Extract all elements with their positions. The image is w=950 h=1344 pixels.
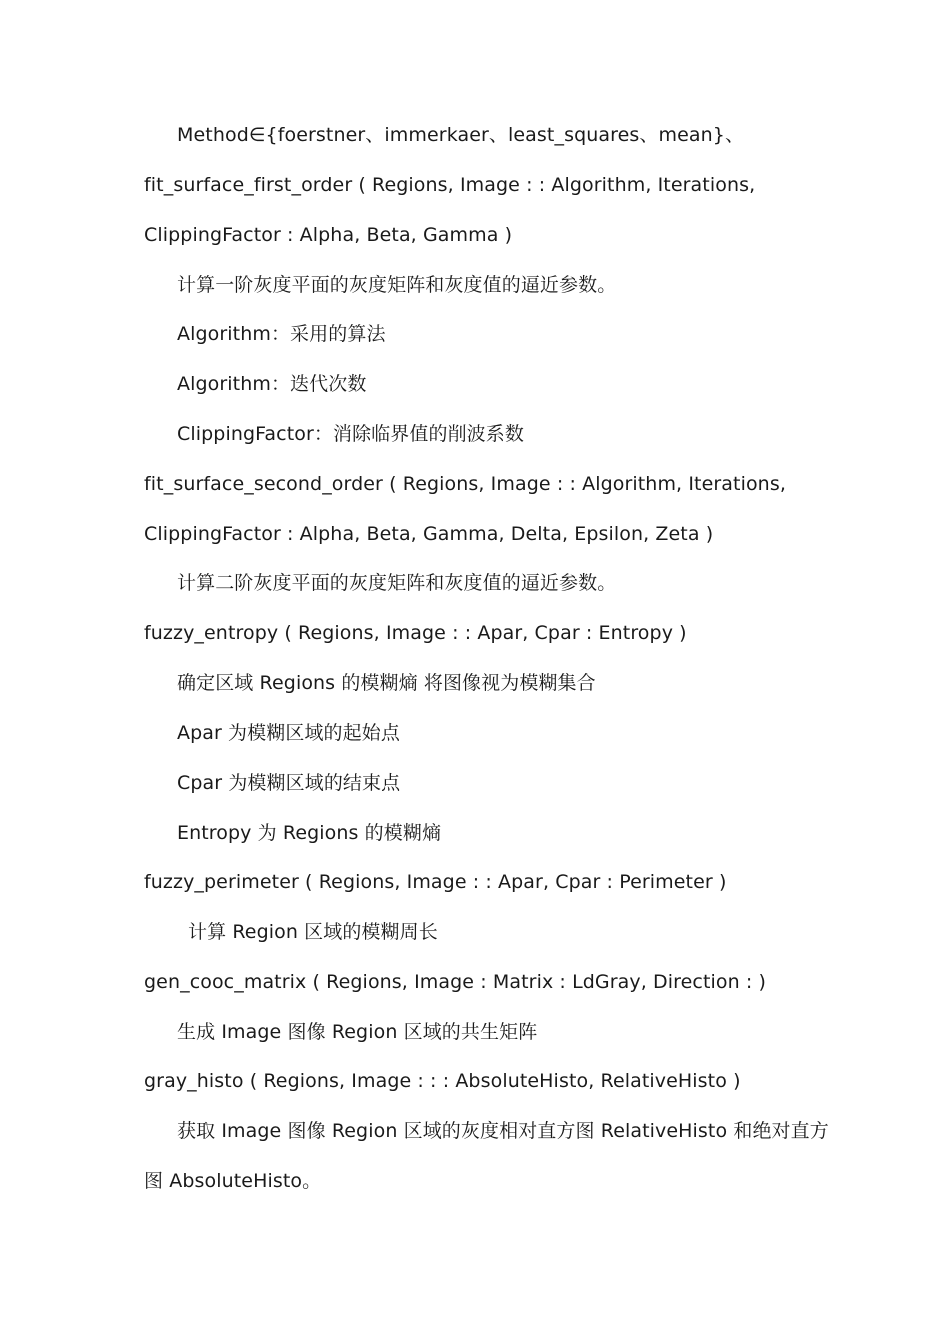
text-line: fit_surface_first_order ( Regions, Image : : Algorithm, Iterations,	[144, 174, 756, 196]
text-line: fuzzy_perimeter ( Regions, Image : : Apar, Cpar : Perimeter )	[144, 871, 727, 893]
text-line: 计算一阶灰度平面的灰度矩阵和灰度值的逼近参数。	[177, 274, 617, 296]
text-line: fit_surface_second_order ( Regions, Image : : Algorithm, Iterations,	[144, 473, 786, 495]
text-line: Algorithm：迭代次数	[177, 373, 367, 395]
text-line: 图 AbsoluteHisto。	[144, 1170, 322, 1192]
text-line: 计算二阶灰度平面的灰度矩阵和灰度值的逼近参数。	[177, 572, 617, 594]
text-line: fuzzy_entropy ( Regions, Image : : Apar, Cpar : Entropy )	[144, 622, 687, 644]
text-line: Algorithm：采用的算法	[177, 323, 386, 345]
text-line: ClippingFactor : Alpha, Beta, Gamma )	[144, 224, 513, 246]
text-line: Entropy 为 Regions 的模糊熵	[177, 822, 442, 844]
text-line: 计算 Region 区域的模糊周长	[188, 921, 438, 943]
text-line: gray_histo ( Regions, Image : : : AbsoluteHisto, RelativeHisto )	[144, 1070, 741, 1092]
text-line: 确定区域 Regions 的模糊熵 将图像视为模糊集合	[177, 672, 596, 694]
text-line: gen_cooc_matrix ( Regions, Image : Matrix : LdGray, Direction : )	[144, 971, 767, 993]
text-line: Apar 为模糊区域的起始点	[177, 722, 400, 744]
text-line: 获取 Image 图像 Region 区域的灰度相对直方图 RelativeHisto 和绝对直方	[177, 1120, 829, 1142]
text-line: ClippingFactor：消除临界值的削波系数	[177, 423, 524, 445]
text-line: Cpar 为模糊区域的结束点	[177, 772, 401, 794]
text-line: 生成 Image 图像 Region 区域的共生矩阵	[177, 1021, 538, 1043]
text-line: ClippingFactor : Alpha, Beta, Gamma, Delta, Epsilon, Zeta )	[144, 523, 714, 545]
text-line: Method∈{foerstner、immerkaer、least_squares、mean}、	[177, 124, 745, 146]
